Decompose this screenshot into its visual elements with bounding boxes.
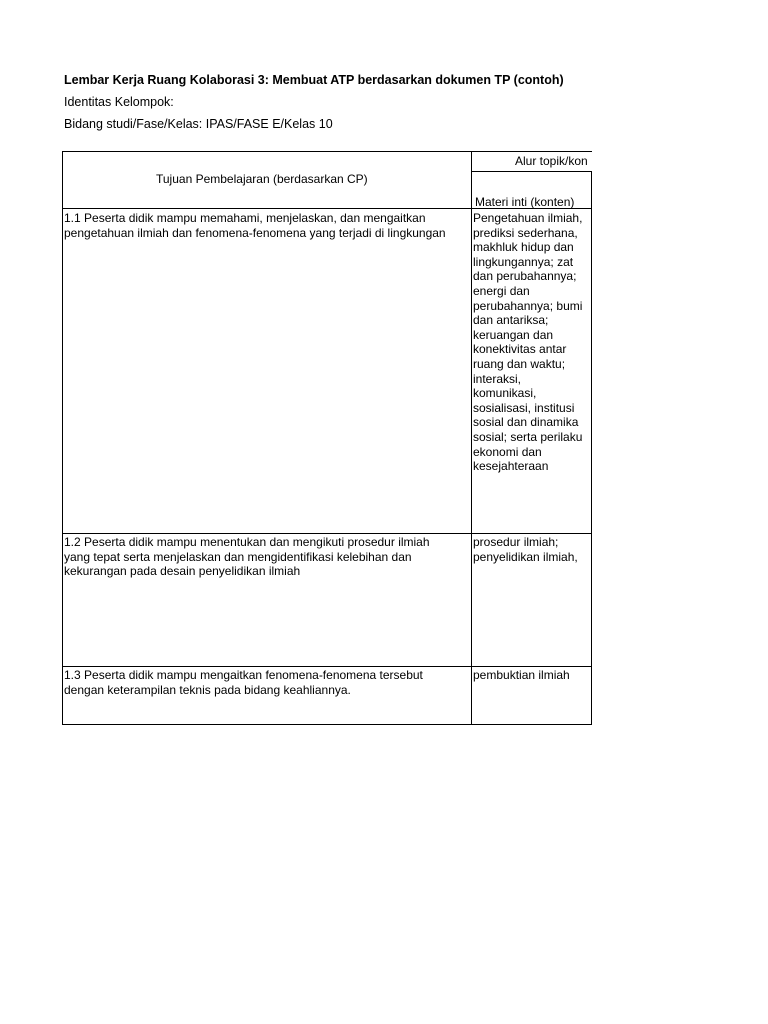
document-title: Lembar Kerja Ruang Kolaborasi 3: Membuat ATP berdasarkan dokumen TP (contoh) xyxy=(64,73,564,87)
table-row-2-materi-cell xyxy=(472,534,591,666)
alur-header-cell xyxy=(472,151,592,171)
table-row-1-materi: Pengetahuan ilmiah, prediksi sederhana, makhluk hidup dan lingkungannya; zat dan perubahannya; energi dan perubahannya; bumi dan antariksa; keruangan dan konektivitas antar ruang dan waktu; interaksi, komunikasi, sosialisasi, institusi sosial dan dinamika sosial; serta perilaku ekonomi dan kesejahteraan xyxy=(473,211,583,474)
table-row-3-materi-cell xyxy=(472,667,591,724)
bidang-studi-line: Bidang studi/Fase/Kelas: IPAS/FASE E/Kelas 10 xyxy=(64,117,333,131)
table-row-1-tp: 1.1 Peserta didik mampu memahami, menjelaskan, dan mengaitkan pengetahuan ilmiah dan fenomena-fenomena yang terjadi di lingkungan xyxy=(64,211,446,240)
table-row-2-materi: prosedur ilmiah; penyelidikan ilmiah, xyxy=(473,535,578,564)
alur-header-rule xyxy=(471,171,592,172)
tp-column-header: Tujuan Pembelajaran (berdasarkan CP) xyxy=(156,172,368,186)
table-row-1-materi-cell xyxy=(472,209,591,533)
table-border-left xyxy=(62,151,63,725)
materi-column-header: Materi inti (konten) xyxy=(475,195,575,209)
table-row-2-tp: 1.2 Peserta didik mampu menentukan dan mengikuti prosedur ilmiah yang tepat serta menjelaskan dan mengidentifikasi kelebihan dan kekurangan pada desain penyelidikan ilmiah xyxy=(64,535,430,579)
table-row-3-materi: pembuktian ilmiah xyxy=(473,668,570,682)
table-row-3-tp: 1.3 Peserta didik mampu mengaitkan fenomena-fenomena tersebut dengan keterampilan teknis pada bidang keahliannya. xyxy=(64,668,423,697)
alur-column-header: Alur topik/kon xyxy=(515,154,588,168)
table-border-bottom xyxy=(62,724,592,725)
identitas-kelompok-label: Identitas Kelompok: xyxy=(64,95,174,109)
atp-table xyxy=(62,151,592,725)
table-border-right xyxy=(591,171,592,725)
